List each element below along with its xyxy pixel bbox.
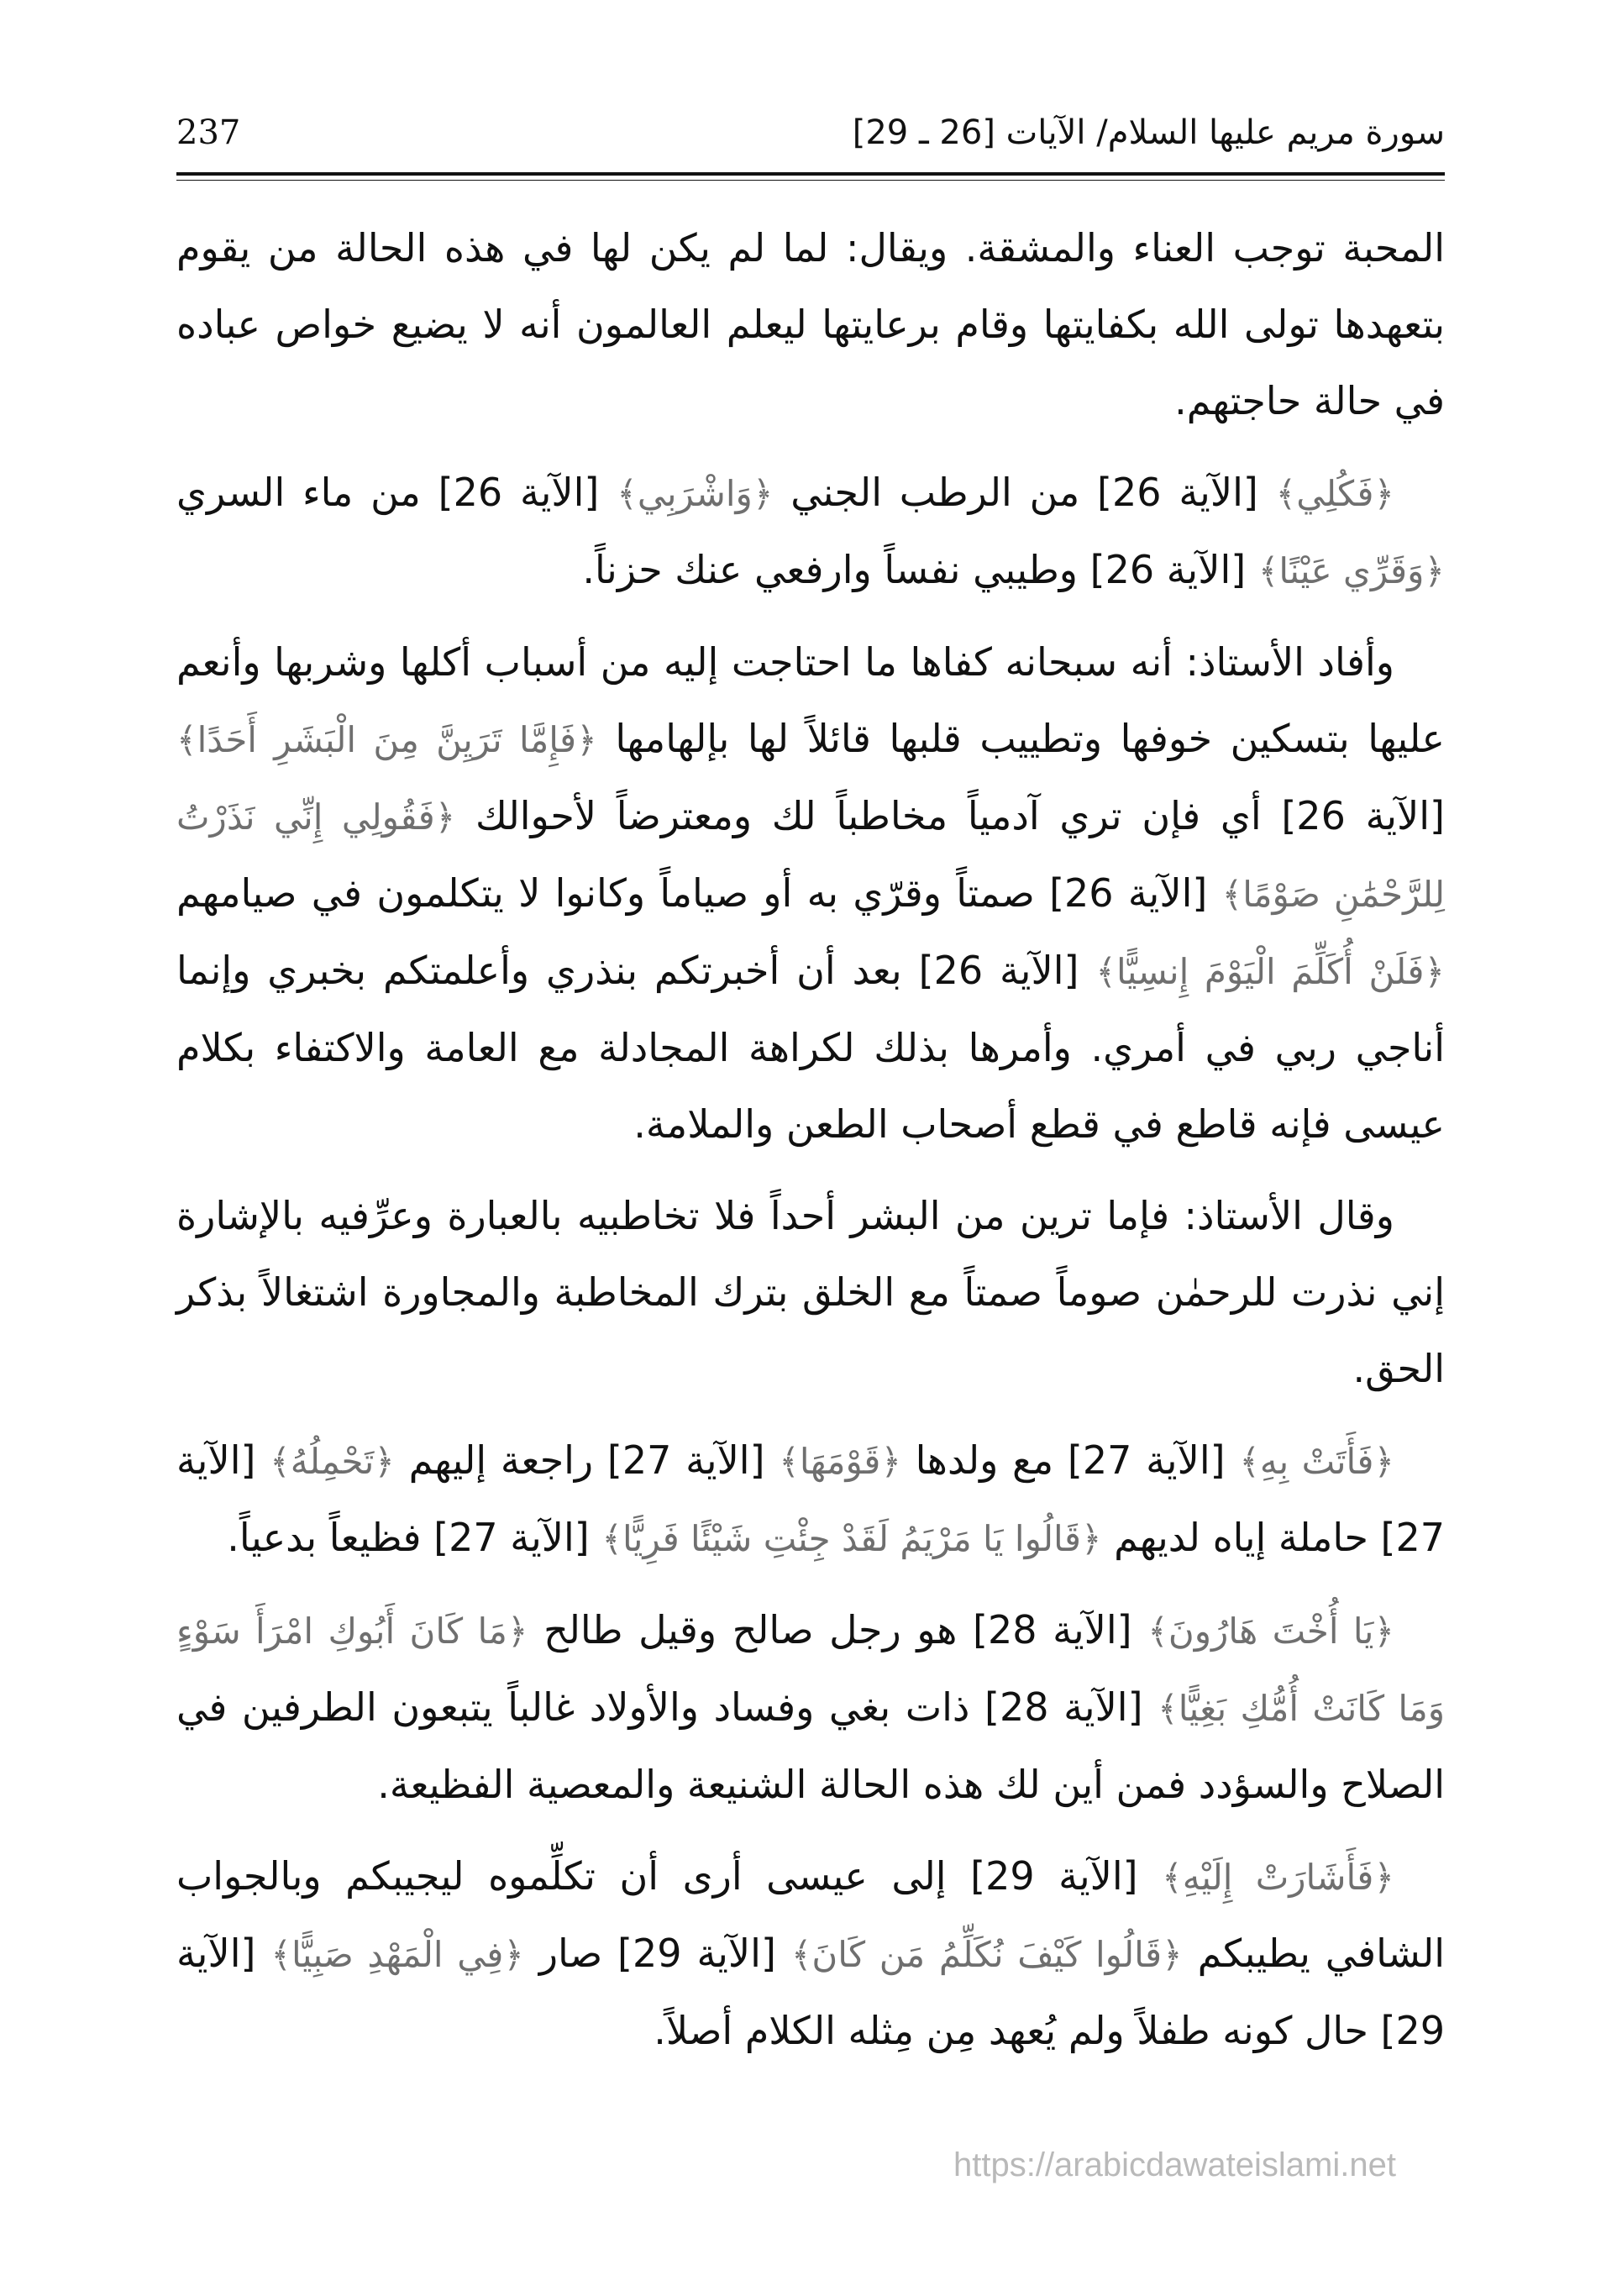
- body-text: [176, 210, 1445, 2084]
- paragraph-text: [الآية 29] صار: [523, 1931, 791, 1976]
- quran-quote: ﴿فَقُولِي إِنِّي نَذَرْتُ لِلرَّحْمَٰنِ صَوْمًا﴾: [176, 796, 1445, 915]
- paragraph-text: [الآية 26] صمتاً وقرّي به أو صياماً وكانوا لا يتكلمون في صيامهم: [176, 870, 1222, 916]
- paragraph-text: [الآية 28] ذات بغي وفساد والأولاد غالباً يتبعون الطرفين في الصلاح والسؤدد فمن أين لك هذه الحالة الشنيعة والمعصية الفظيعة.: [176, 1684, 1445, 1807]
- paragraph-text: [الآية 27] حاملة إياه لديهم: [176, 1437, 1445, 1560]
- paragraph-text: [الآية 26] من الرطب الجني: [773, 470, 1276, 515]
- paragraph-text: وأفاد الأستاذ: أنه سبحانه كفاها ما احتاجت إليه من أسباب أكلها وشربها وأنعم عليها بتسكين خوفها وتطييب قلبها قائلاً لها بإلهامها: [176, 639, 1445, 761]
- paragraph-text: [الآية 26] وطيبي نفساً وارفعي عنك حزناً.: [582, 547, 1258, 592]
- paragraph-text: وقال الأستاذ: فإما ترين من البشر أحداً فلا تخاطبيه بالعبارة وعرِّفيه بالإشارة إني نذرت للرحمٰن صوماً صمتاً مع الخلق بترك المخاطبة والمجاورة اشتغالاً بذكر الحق.: [176, 1193, 1445, 1391]
- paragraph-text: [الآية 29] إلى عيسى أرى أن تكلِّموه ليجيبكم وبالجواب الشافي يطيبكم: [176, 1853, 1445, 1976]
- paragraph: [176, 1838, 1445, 2069]
- quran-quote: ﴿قَالُوا يَا مَرْيَمُ لَقَدْ جِئْتِ شَيْئًا فَرِيًّا﴾: [601, 1518, 1102, 1559]
- paragraph: [176, 1592, 1445, 1823]
- paragraph-text: [الآية 27] فظيعاً بدعياً.: [227, 1515, 602, 1560]
- running-header: [176, 113, 1445, 164]
- quran-quote: ﴿يَا أُخْتَ هَارُونَ﴾: [1147, 1610, 1395, 1652]
- header-rule: [176, 172, 1445, 176]
- quran-quote: ﴿فِي الْمَهْدِ صَبِيًّا﴾: [270, 1934, 524, 1975]
- paragraph-text: [الآية 26] أي فإن تري آدمياً مخاطباً لك ومعترضاً لأحوالك: [455, 793, 1445, 838]
- paragraph: [176, 1178, 1445, 1407]
- paragraph-text: [الآية 27] مع ولدها: [900, 1437, 1240, 1483]
- quran-quote: ﴿فَأَشَارَتْ إِلَيْهِ﴾: [1162, 1857, 1394, 1898]
- watermark-url: https://arabicdawateislami.net: [953, 2146, 1396, 2183]
- quran-quote: ﴿قَالُوا كَيْفَ نُكَلِّمُ مَن كَانَ﴾: [790, 1934, 1183, 1975]
- paragraph-text: [الآية 28] هو رجل صالح وقيل طالح: [528, 1607, 1148, 1652]
- header-rule-thin: [176, 180, 1445, 181]
- paragraph-text: [الآية 26] بعد أن أخبرتكم بنذري وأعلمتكم بخبري وإنما أناجي ربي في أمري. وأمرها بذلك لكراهة المجادلة مع العامة والاكتفاء بكلام عيسى فإنه قاطع في قطع أصحاب الطعن والملامة.: [176, 948, 1445, 1147]
- paragraph-text: المحبة توجب العناء والمشقة. ويقال: لما لم يكن لها في هذه الحالة من يقوم بتعهدها تولى الله بكفايتها وقام برعايتها ليعلم العالمون أنه لا يضيع خواص عباده في حالة حاجتهم.: [176, 225, 1445, 423]
- paragraph-text: [الآية 27] راجعة إليهم: [394, 1437, 780, 1483]
- quran-quote: ﴿فَإِمَّا تَرَيِنَّ مِنَ الْبَشَرِ أَحَدًا﴾: [176, 719, 597, 760]
- paragraph: [176, 624, 1445, 1163]
- paragraph: [176, 454, 1445, 609]
- quran-quote: ﴿فَأَتَتْ بِهِ﴾: [1239, 1441, 1395, 1482]
- paragraph-text: [الآية 26] من ماء السري: [176, 470, 617, 515]
- paragraph-text: [الآية 29] حال كونه طفلاً ولم يُعهد مِن مِثله الكلام أصلاً.: [176, 1931, 1445, 2053]
- page-number: 237: [176, 113, 241, 152]
- quran-quote: ﴿قَوْمَهَا﴾: [779, 1441, 901, 1482]
- quran-quote: ﴿وَاشْرَبِي﴾: [617, 473, 774, 514]
- quran-quote: ﴿فَلَنْ أُكَلِّمَ الْيَوْمَ إِنسِيًّا﴾: [1095, 951, 1446, 992]
- quran-quote: ﴿تَحْمِلُهُ﴾: [270, 1441, 395, 1482]
- quran-quote: ﴿وَقَرِّي عَيْنًا﴾: [1257, 550, 1445, 591]
- paragraph: [176, 210, 1445, 439]
- paragraph: [176, 1422, 1445, 1577]
- quran-quote: ﴿فَكُلِي﴾: [1275, 473, 1395, 514]
- quran-quote: ﴿مَا كَانَ أَبُوكِ امْرَأَ سَوْءٍ وَمَا كَانَتْ أُمُّكِ بَغِيًّا﴾: [176, 1610, 1445, 1729]
- header-title: سورة مريم عليها السلام/ الآيات [26 ـ 29]: [852, 113, 1445, 152]
